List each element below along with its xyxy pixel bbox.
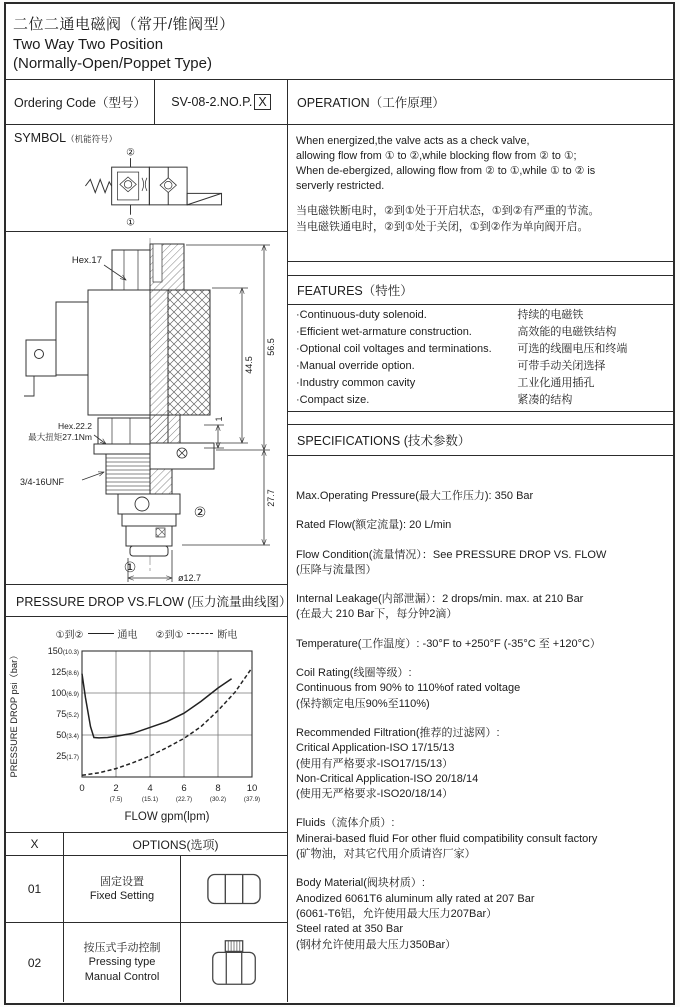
valve-cross-section-drawing xyxy=(6,232,287,585)
spec-filtration: Recommended Filtration(推荐的过滤网）: Critical Application-ISO 17/15/13 (使用有严格要求-ISO17/15/13） Non-Critical Application-ISO 20/18/14 (使用无严格要求-ISO20/18/14） xyxy=(296,726,500,801)
feature-item: ·Efficient wet-armature construction. 高效能的电磁铁结构 xyxy=(296,326,617,338)
option-02-code: 02 xyxy=(27,955,42,970)
hydraulic-symbol-diagram xyxy=(14,145,279,227)
spec-coil-rating: Coil Rating(线圈等级）: Continuous from 90% to 110%of rated voltage (保持额定电压90%至110%) xyxy=(296,667,521,710)
legend-deenergized: ②到① 断电 xyxy=(155,630,238,641)
svg-text:0: 0 xyxy=(79,783,85,794)
spec-max-pressure: Max.Operating Pressure(最大工作压力): 350 Bar xyxy=(296,490,534,502)
drawing-port-1-label: ① xyxy=(123,559,137,575)
dim-27-7-label: 27.7 xyxy=(266,489,276,507)
solid-line-sample xyxy=(88,633,114,634)
svg-text:75(5.2): 75(5.2) xyxy=(56,709,79,719)
operation-text-english: When energized,the valve acts as a check valve, allowing flow from ① to ②,while blocking flow from ② to ①; When de-ebergized, allowing flow from ② to ①,while ① to ② is serverly restricted. xyxy=(296,135,596,192)
features-list xyxy=(287,305,673,412)
svg-text:2: 2 xyxy=(113,783,119,794)
pressure-flow-plot-svg xyxy=(6,641,287,831)
divider-strip-1 xyxy=(287,262,673,276)
title-english-line2: (Normally-Open/Poppet Type) xyxy=(13,55,212,72)
options-col-title: OPTIONS(选项) xyxy=(63,833,287,855)
drawing-port-2-label: ② xyxy=(193,504,207,520)
svg-text:FLOW gpm(lpm): FLOW gpm(lpm) xyxy=(124,811,210,823)
svg-text:PRESSURE DROP psi（bar）: PRESSURE DROP psi（bar） xyxy=(9,650,19,778)
chart-heading: PRESSURE DROP VS.FLOW (压力流量曲线图） xyxy=(6,585,287,617)
manual-push-plug-icon xyxy=(180,923,287,1002)
operation-body xyxy=(287,125,673,262)
spec-temperature: Temperature(工作温度）: -30°F to +250°F (-35°C 至 +120°C） xyxy=(296,637,601,650)
svg-text:8: 8 xyxy=(215,783,221,794)
svg-text:50(3.4): 50(3.4) xyxy=(56,730,79,740)
hex222-label: Hex.22.2 xyxy=(57,421,92,431)
feature-item: ·Compact size. 紧凑的结构 xyxy=(296,394,573,406)
svg-text:(37.9): (37.9) xyxy=(243,796,261,803)
svg-text:10: 10 xyxy=(246,783,258,794)
pressure-flow-chart xyxy=(6,617,287,833)
spec-flow-condition: Flow Condition(流量情况）：See PRESSURE DROP VS. FLOW (压降与流量图） xyxy=(296,548,607,576)
svg-text:(22.7): (22.7) xyxy=(175,796,193,803)
dim-1-label: 1 xyxy=(214,416,224,422)
page-frame xyxy=(4,2,675,1005)
legend-energized: ①到② 通电 xyxy=(55,630,138,641)
ordering-code-variable: X xyxy=(254,94,270,110)
hex17-label: Hex.17 xyxy=(71,255,102,266)
svg-text:150(10.3): 150(10.3) xyxy=(47,646,79,656)
dim-56-5-label: 56.5 xyxy=(266,338,276,356)
svg-text:100(6.9): 100(6.9) xyxy=(51,688,79,698)
dim-diameter-label: ø12.7 xyxy=(178,573,202,583)
dim-44-5-label: 44.5 xyxy=(244,356,254,374)
title-english-line1: Two Way Two Position xyxy=(13,36,164,53)
options-header-row xyxy=(6,833,287,856)
ordering-code-value xyxy=(155,80,287,125)
svg-text:(7.5): (7.5) xyxy=(109,796,123,803)
thread-spec-label: 3/4-16UNF xyxy=(20,477,65,487)
ordering-code-prefix: SV-08-2.NO.P. xyxy=(171,95,253,109)
specifications-body xyxy=(287,456,673,1002)
option-01-label: 固定设置 Fixed Setting xyxy=(63,856,180,922)
option-02-label: 按压式手动控制 Pressing type Manual Control xyxy=(63,923,180,1002)
spec-fluids: Fluids（流体介质）: Minerai-based fluid For other fluid compatibility consult factory (矿物油，对其它代用介质请咨厂家） xyxy=(296,817,598,861)
symbol-section xyxy=(6,125,287,232)
option-row-01 xyxy=(6,856,287,923)
divider-strip-2 xyxy=(287,412,673,425)
feature-item: ·Optional coil voltages and terminations. 可选的线圈电压和终端 xyxy=(296,343,628,355)
max-torque-label: 最大扭矩27.1Nm xyxy=(28,432,92,442)
operation-heading: OPERATION（工作原理） xyxy=(287,80,673,125)
dashed-line-sample xyxy=(187,633,213,634)
svg-text:6: 6 xyxy=(181,783,187,794)
spec-body-material: Body Material(阀块材质）: Anodized 6061T6 aluminum ally rated at 207 Bar (6061-T6铝，允许使用最大压力207Bar） Steel rated at 350 Bar (钢材允许使用最大压力350Bar） xyxy=(296,877,535,951)
svg-text:25(1.7): 25(1.7) xyxy=(56,751,79,761)
symbol-port-2-label: ② xyxy=(126,147,135,159)
svg-text:125(8.6): 125(8.6) xyxy=(51,667,79,677)
spec-internal-leakage: Internal Leakage(内部泄漏）：2 drops/min. max. at 210 Bar (在最大 210 Bar下，每分钟2滴） xyxy=(296,593,584,621)
operation-text-chinese: 当电磁铁断电时，②到①处于开启状态，①到②有严重的节流。 当电磁铁通电时，②到①处于关闭，①到②作为单向阀开启。 xyxy=(296,205,600,233)
feature-item: ·Continuous-duty solenoid. 持续的电磁铁 xyxy=(296,309,584,321)
title-chinese: 二位二通电磁阀（常开/锥阀型） xyxy=(13,16,235,33)
spec-rated-flow: Rated Flow(额定流量): 20 L/min xyxy=(296,519,452,532)
symbol-heading: SYMBOL（机能符号） xyxy=(14,131,118,145)
option-row-02 xyxy=(6,923,287,1002)
feature-item: ·Manual override option. 可带手动关闭选择 xyxy=(296,360,606,372)
feature-item: ·Industry common cavity 工业化通用插孔 xyxy=(296,377,595,389)
svg-text:(30.2): (30.2) xyxy=(209,796,227,803)
page-title xyxy=(6,4,673,80)
features-heading: FEATURES（特性） xyxy=(287,276,673,305)
svg-text:4: 4 xyxy=(147,783,153,794)
symbol-port-1-label: ① xyxy=(126,217,135,227)
svg-text:(15.1): (15.1) xyxy=(141,796,159,803)
ordering-code-label: Ordering Code（型号） xyxy=(6,80,155,125)
specifications-heading: SPECIFICATIONS (技术参数） xyxy=(287,425,673,456)
chart-legend xyxy=(6,617,287,641)
options-col-x: X xyxy=(30,837,39,851)
cross-section-svg xyxy=(6,232,287,585)
option-01-code: 01 xyxy=(27,882,42,896)
fixed-setting-plug-icon xyxy=(180,856,287,922)
